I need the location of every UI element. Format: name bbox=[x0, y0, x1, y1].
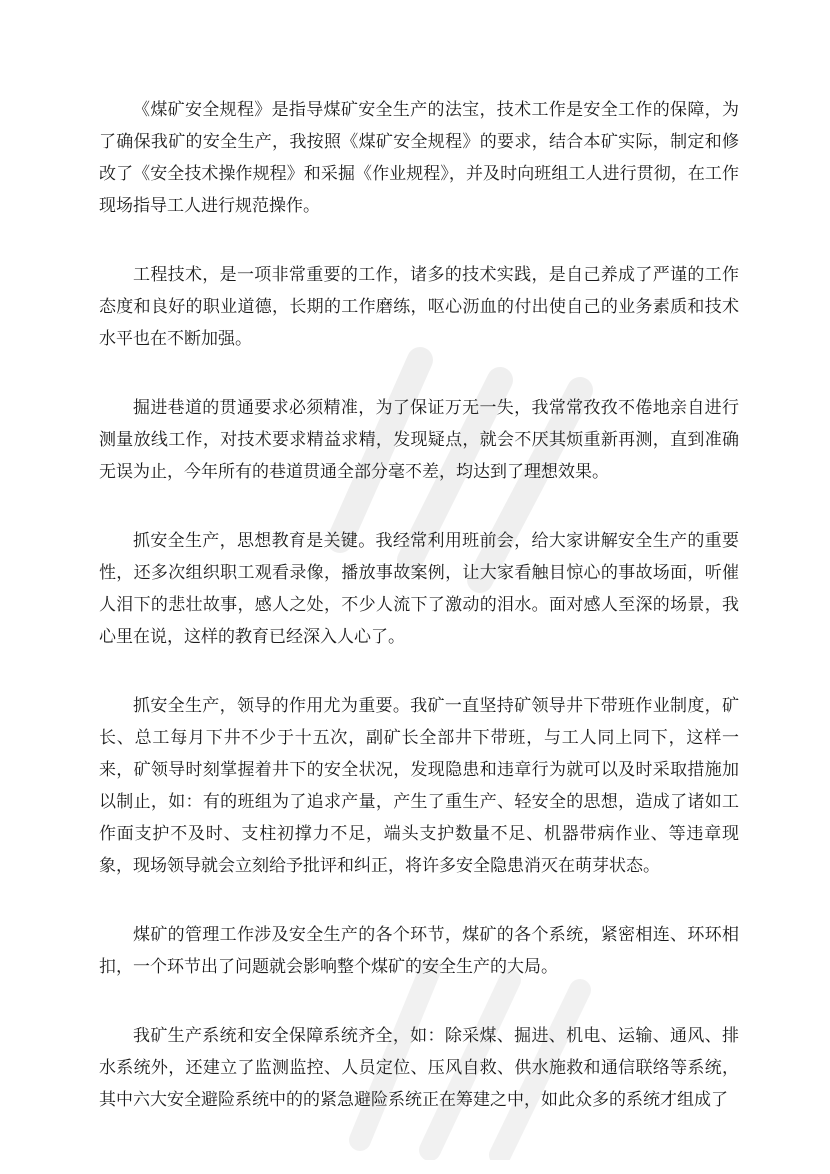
paragraph-3: 掘进巷道的贯通要求必须精准，为了保证万无一失，我常常孜孜不倦地亲自进行测量放线工作，对技术要求精益求精，发现疑点，就会不厌其烦重新再测，直到准确无误为止，今年所有的巷道贯通全部分毫不差，均达到了理想效果。 bbox=[99, 398, 739, 482]
paragraph-2: 工程技术，是一项非常重要的工作，诸多的技术实践，是自己养成了严谨的工作态度和良好的职业道德，长期的工作磨练，呕心沥血的付出使自己的业务素质和技术水平也在不断加强。 bbox=[99, 265, 739, 349]
paragraph-5: 抓安全生产，领导的作用尤为重要。我矿一直坚持矿领导井下带班作业制度，矿长、总工每月下井不少于十五次，副矿长全部井下带班，与工人同上同下，这样一来，矿领导时刻掌握着井下的安全状况，发现隐患和违章行为就可以及时采取措施加以制止，如：有的班组为了追求产量，产生了重生产、轻安全的思想，造成了诸如工作面支护不及时、支柱初撑力不足，端头支护数量不足、机器带病作业、等违章现象，现场领导就会立刻给予批评和纠正，将许多安全隐患消灭在萌芽状态。 bbox=[99, 696, 739, 876]
paragraph-7: 我矿生产系统和安全保障系统齐全，如：除采煤、掘进、机电、运输、通风、排水系统外，还建立了监测监控、人员定位、压风自救、供水施救和通信联络等系统，其中六大安全避险系统中的的紧急避险系统正在筹建之中，如此众多的系统才组成了 bbox=[99, 1026, 739, 1110]
paragraph-4: 抓安全生产，思想教育是关键。我经常利用班前会，给大家讲解安全生产的重要性，还多次组织职工观看录像，播放事故案例，让大家看触目惊心的事故场面，听催人泪下的悲壮故事，感人之处，不少人流下了激动的泪水。面对感人至深的场景，我心里在说，这样的教育已经深入人心了。 bbox=[99, 531, 739, 647]
document-body bbox=[99, 94, 739, 1153]
paragraph-6: 煤矿的管理工作涉及安全生产的各个环节，煤矿的各个系统，紧密相连、环环相扣，一个环节出了问题就会影响整个煤矿的安全生产的大局。 bbox=[99, 925, 739, 977]
paragraph-1: 《煤矿安全规程》是指导煤矿安全生产的法宝，技术工作是安全工作的保障，为了确保我矿的安全生产，我按照《煤矿安全规程》的要求，结合本矿实际，制定和修改了《安全技术操作规程》和采掘《作业规程》，并及时向班组工人进行贯彻，在工作现场指导工人进行规范操作。 bbox=[99, 100, 739, 216]
